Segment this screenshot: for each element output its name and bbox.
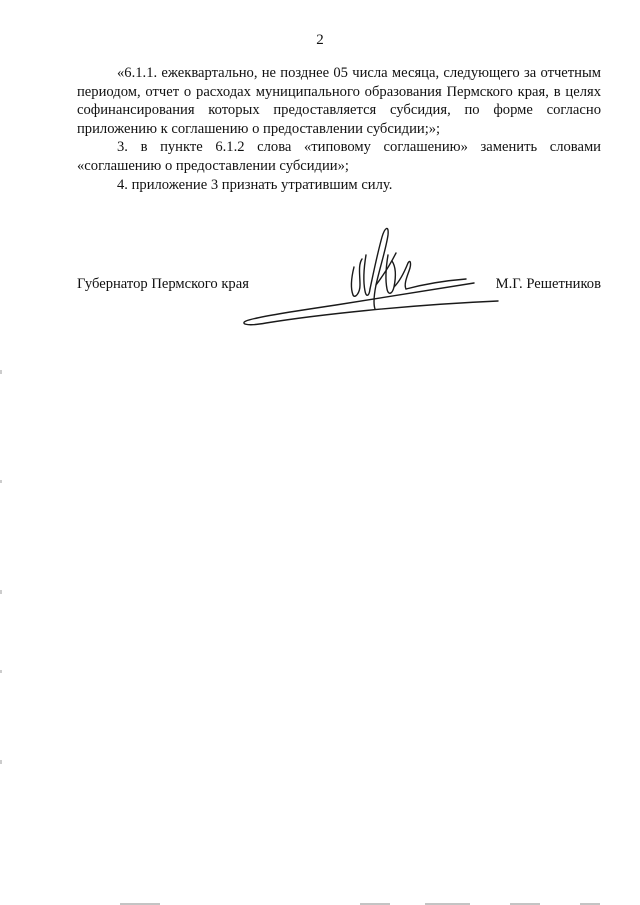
scan-edge-marks <box>0 360 4 780</box>
signatory-position: Губернатор Пермского края <box>77 276 249 292</box>
scan-bottom-edge <box>0 899 640 905</box>
paragraph-6-1-1: «6.1.1. ежеквартально, не позднее 05 числа месяца, следующего за отчетным периодом, отчет о расходах муниципального образования Пермского края, в целях софинансирования которых предоставляется субсидия, по форме согласно приложению к соглашению о предоставлении субсидии;»; <box>77 65 601 137</box>
signatory-name: М.Г. Решетников <box>495 276 601 292</box>
paragraph-item-4: 4. приложение 3 признать утратившим силу. <box>117 176 393 193</box>
document-body <box>77 64 601 194</box>
page-number: 2 <box>316 32 324 48</box>
signature-block <box>77 276 601 296</box>
paragraph-item-3: 3. в пункте 6.1.2 слова «типовому соглашению» заменить словами «соглашению о предоставлении субсидии»; <box>77 139 601 174</box>
